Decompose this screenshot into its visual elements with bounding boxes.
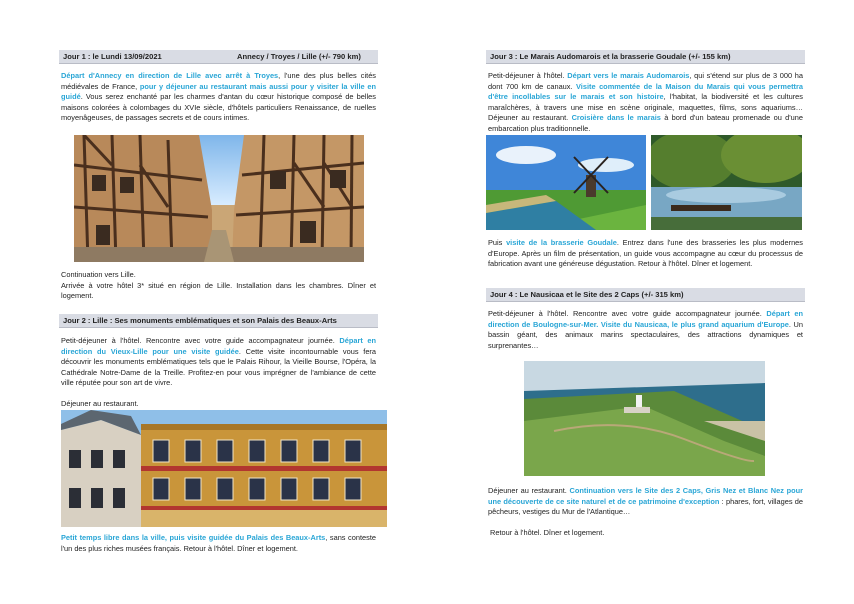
day2-paragraph xyxy=(61,336,376,389)
day4-text-1: Petit-déjeuner à l'hôtel. Rencontre avec votre guide accompagnateur journée. xyxy=(488,309,767,318)
day3-highlight-1: Départ vers le marais Audomarois xyxy=(567,71,690,80)
day2-lunch: Déjeuner au restaurant. xyxy=(61,399,139,408)
day4-text-3: Déjeuner au restaurant. xyxy=(488,486,570,495)
day3-text-2: , qui s'étend sur plus de 3 000 ha dont 700 km de canaux. xyxy=(488,71,804,91)
windmill-marsh-photo xyxy=(486,135,646,230)
troyes-street-photo xyxy=(74,135,364,262)
day1-arrival xyxy=(61,270,376,302)
day3-text-4: à bord d'un bateau promenade ou d'une embarcation plus traditionnelle. xyxy=(488,113,803,133)
day3-brewery-paragraph xyxy=(488,238,803,270)
day1-text-1: , l'une des plus belles cités médiévales de France, xyxy=(61,71,376,91)
day2-header xyxy=(59,314,378,328)
day3-highlight-3: Croisière dans le marais xyxy=(571,113,661,123)
day4-highlight-2: Continuation vers le Site des 2 Caps, Gris Nez et Blanc Nez pour une découverte de ce site naturel et de ce patrimoine d'exception xyxy=(488,486,804,506)
day1-continuation: Continuation vers Lille. xyxy=(61,270,136,279)
day3-highlight-4: visite de la brasserie Goudale xyxy=(506,238,617,247)
day2-header-text: Jour 2 : Lille : Ses monuments emblématiques et son Palais des Beaux-Arts xyxy=(63,316,337,325)
day1-text-2: . Vous serez enchanté par les charmes d'antan du cœur historique composé de belles maisons colorées à colombages du XVIe siècle, d'hôtels particuliers Renaissance, de ruelles moyenâgeuses, de passages secrets et de cours intimes. xyxy=(61,92,376,123)
day4-paragraph xyxy=(488,309,803,351)
lille-facade-photo xyxy=(61,410,387,527)
day1-header xyxy=(59,50,378,64)
day3-text-6: . Entrez dans l'une des brasseries les plus modernes d'Europe. Après un film de présentation, un guide vous accompagne au cœur du processus de fabrication avant une généreuse dégustation. Retour à l'hôtel. Dîner et logement. xyxy=(488,238,803,269)
day4-text-4: : phares, fort, villages de pêcheurs, vestiges du Mur de l'Atlantique… xyxy=(488,496,804,517)
canal-boat-photo xyxy=(651,135,802,230)
day3-paragraph xyxy=(488,71,803,135)
day2-text-2: . Cette visite incontournable vous fera découvrir les monuments emblématiques tels que le Palais Rihour, la Vieille Bourse, l'Opéra, la Cathédrale Notre-Dame de la Treille. Profitez-en pour vous imprégner de l'ambiance de cette ville réputée pour son art de vivre. xyxy=(61,346,377,388)
day2-highlight-2: Petit temps libre dans la ville, puis visite guidée du Palais des Beaux-Arts xyxy=(61,533,326,542)
day3-text-5: Puis xyxy=(488,238,507,247)
day3-text-3: , l'habitat, la biodiversité et les cultures maraîchères, à travers une mise en scène originale, maquettes, films, sons aquariums… Déjeuner au restaurant. xyxy=(488,92,803,123)
day1-header-right: Annecy / Troyes / Lille (+/- 790 km) xyxy=(237,52,361,61)
day1-highlight-2: pour y déjeuner au restaurant mais aussi pour y visiter la ville en guidé xyxy=(61,81,376,102)
day1-header-left: Jour 1 : le Lundi 13/09/2021 xyxy=(63,52,162,61)
day2-afternoon xyxy=(61,533,376,554)
day2-text-3: , sans conteste l'un des plus riches musées français. Retour à l'hôtel. Dîner et logement. xyxy=(61,533,376,553)
day3-header xyxy=(486,50,805,64)
cap-gris-nez-photo xyxy=(524,361,765,476)
day2-highlight-1: Départ en direction du Vieux-Lille pour une visite guidée xyxy=(61,336,376,356)
day3-text-1: Petit-déjeuner à l'hôtel. xyxy=(488,71,568,80)
day4-afternoon xyxy=(488,486,803,518)
right-page xyxy=(427,0,854,604)
day1-highlight-1: Départ d'Annecy en direction de Lille avec arrêt à Troyes xyxy=(61,71,279,80)
day1-hotel-arrival: Arrivée à votre hôtel 3* situé en région de Lille. Installation dans les chambres. Dîner et logement. xyxy=(61,280,376,301)
day4-return: Retour à l'hôtel. Dîner et logement. xyxy=(490,528,605,537)
day3-header-text: Jour 3 : Le Marais Audomarois et la brasserie Goudale (+/- 155 km) xyxy=(490,52,731,61)
day1-paragraph xyxy=(61,71,376,124)
day4-text-2: . Un bassin géant, des animaux marins spectaculaires, des attractions dynamiques et surprenantes… xyxy=(488,319,803,350)
day4-highlight-1: Départ en direction de Boulogne-sur-Mer. Visite du Nausicaa, le plus grand aquarium d'Europe xyxy=(488,309,803,329)
day3-highlight-2: Visite commentée de la Maison du Marais qui vous permettra d'être incollables sur le marais et son histoire xyxy=(488,81,803,102)
day4-header xyxy=(486,288,805,302)
day2-text-1: Petit-déjeuner à l'hôtel. Rencontre avec votre guide accompagnateur journée. xyxy=(61,336,340,345)
day4-header-text: Jour 4 : Le Nausicaa et le Site des 2 Caps (+/- 315 km) xyxy=(490,290,684,299)
